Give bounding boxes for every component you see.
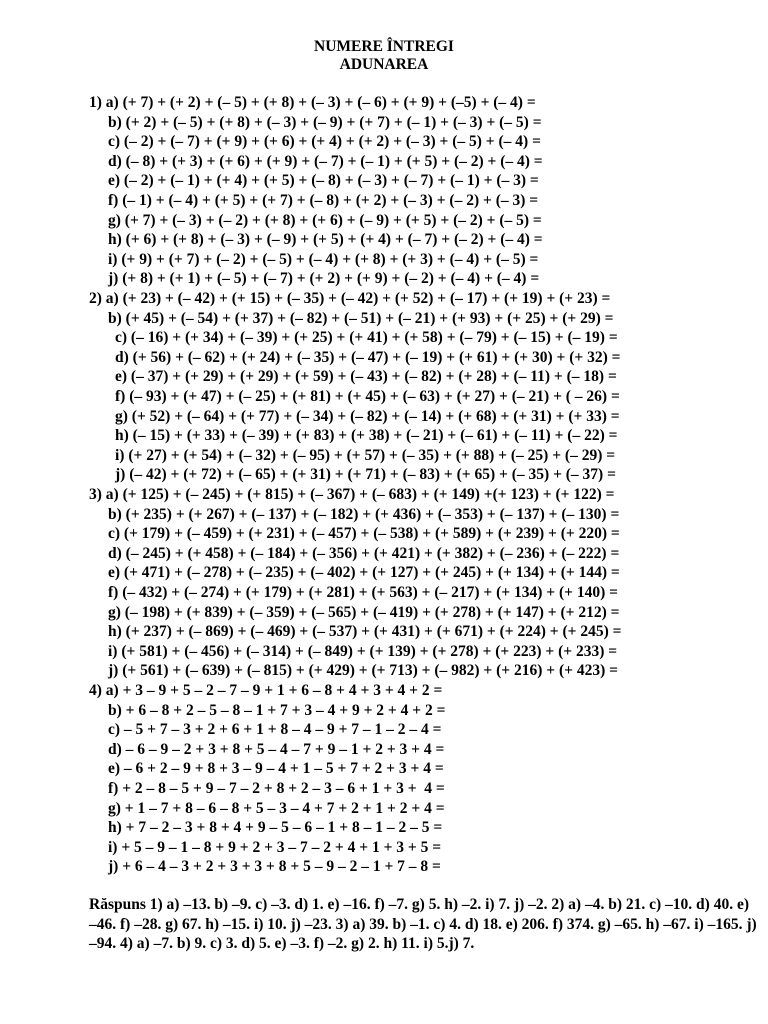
- exercise-2d: d) (+ 56) + (– 62) + (+ 24) + (– 35) + (– 47) + (– 19) + (+ 61) + (+ 30) + (+ 32) =: [115, 348, 621, 366]
- exercise-2g: g) (+ 52) + (– 64) + (+ 77) + (– 34) + (– 82) + (– 14) + (+ 68) + (+ 31) + (+ 33) =: [115, 407, 620, 425]
- answer-key: Răspuns 1) a) –13. b) –9. c) –3. d) 1. e) –16. f) –7. g) 5. h) –2. i) 7. j) –2. 2) a) –4. b) 21. c) –10. d) 40. e) –46. f) –28. g) 67. h) –15. i) 10. j) –23. 3) a) 39. b) –1. c) 4. d) 18. e) 206. f) 374. g) –65. h) –67. i) –165. j) –94. 4) a) –7. b) 9. c) 3. d) 5. e) –3. f) –2. g) 2. h) 11. i) 5.j) 7.: [89, 896, 757, 952]
- exercise-2h: h) (– 15) + (+ 33) + (– 39) + (+ 83) + (+ 38) + (– 21) + (– 61) + (– 11) + (– 22) =: [115, 427, 618, 445]
- exercise-2i: i) (+ 27) + (+ 54) + (– 32) + (– 95) + (+ 57) + (– 35) + (+ 88) + (– 25) + (– 29) =: [115, 446, 616, 464]
- exercise-4j: j) + 6 – 4 – 3 + 2 + 3 + 3 + 8 + 5 – 9 – 2 – 1 + 7 – 8 =: [108, 858, 441, 876]
- exercise-4g: g) + 1 – 7 + 8 – 6 – 8 + 5 – 3 – 4 + 7 + 2 + 1 + 2 + 4 =: [108, 799, 445, 817]
- page-title: NUMERE ÎNTREGI: [314, 38, 454, 55]
- exercise-4c: c) – 5 + 7 – 3 + 2 + 6 + 1 + 8 – 4 – 9 + 7 – 1 – 2 – 4 =: [108, 721, 442, 739]
- exercise-2b: b) (+ 45) + (– 54) + (+ 37) + (– 82) + (– 51) + (– 21) + (+ 93) + (+ 25) + (+ 29) =: [108, 309, 614, 327]
- exercise-1d: d) (– 8) + (+ 3) + (+ 6) + (+ 9) + (– 7) + (– 1) + (+ 5) + (– 2) + (– 4) =: [108, 152, 543, 170]
- exercise-1a: 1) a) (+ 7) + (+ 2) + (– 5) + (+ 8) + (– 3) + (– 6) + (+ 9) + (–5) + (– 4) =: [89, 94, 536, 111]
- exercise-4i: i) + 5 – 9 – 1 – 8 + 9 + 2 + 3 – 7 – 2 + 4 + 1 + 3 + 5 =: [108, 838, 442, 856]
- exercise-1f: f) (– 1) + (– 4) + (+ 5) + (+ 7) + (– 8) + (+ 2) + (– 3) + (– 2) + (– 3) =: [108, 192, 539, 209]
- exercise-1b: b) (+ 2) + (– 5) + (+ 8) + (– 3) + (– 9) + (+ 7) + (– 1) + (– 3) + (– 5) =: [108, 113, 542, 131]
- exercise-2a: 2) a) (+ 23) + (– 42) + (+ 15) + (– 35) + (– 42) + (+ 52) + (– 17) + (+ 19) + (+ 23) =: [89, 290, 611, 307]
- exercise-2e: e) (– 37) + (+ 29) + (+ 29) + (+ 59) + (– 43) + (– 82) + (+ 28) + (– 11) + (– 18) =: [115, 368, 617, 386]
- exercise-3c: c) (+ 179) + (– 459) + (+ 231) + (– 457) + (– 538) + (+ 589) + (+ 239) + (+ 220) =: [108, 525, 620, 543]
- exercise-3f: f) (– 432) + (– 274) + (+ 179) + (+ 281) + (+ 563) + (– 217) + (+ 134) + (+ 140) =: [108, 584, 618, 601]
- exercise-4e: e) – 6 + 2 – 9 + 8 + 3 – 9 – 4 + 1 – 5 + 7 + 2 + 3 + 4 =: [108, 760, 444, 778]
- exercise-2c: c) (– 16) + (+ 34) + (– 39) + (+ 25) + (+ 41) + (+ 58) + (– 79) + (– 15) + (– 19) =: [115, 329, 618, 347]
- exercise-3i: i) (+ 581) + (– 456) + (– 314) + (– 849) + (+ 139) + (+ 278) + (+ 223) + (+ 233) =: [108, 642, 618, 660]
- exercise-2f: f) (– 93) + (+ 47) + (– 25) + (+ 81) + (+ 45) + (– 63) + (+ 27) + (– 21) + ( – 26) =: [115, 388, 620, 405]
- exercise-4d: d) – 6 – 9 – 2 + 3 + 8 + 5 – 4 – 7 + 9 – 1 + 2 + 3 + 4 =: [108, 740, 445, 758]
- page-subtitle: ADUNAREA: [339, 56, 429, 73]
- exercise-3h: h) (+ 237) + (– 869) + (– 469) + (– 537) + (+ 431) + (+ 671) + (+ 224) + (+ 245) =: [108, 623, 622, 641]
- exercise-3g: g) (– 198) + (+ 839) + (– 359) + (– 565) + (– 419) + (+ 278) + (+ 147) + (+ 212) =: [108, 603, 620, 621]
- exercise-4h: h) + 7 – 2 – 3 + 8 + 4 + 9 – 5 – 6 – 1 + 8 – 1 – 2 – 5 =: [108, 819, 443, 837]
- exercise-3a: 3) a) (+ 125) + (– 245) + (+ 815) + (– 367) + (– 683) + (+ 149) +(+ 123) + (+ 122) =: [89, 486, 615, 503]
- exercise-3b: b) (+ 235) + (+ 267) + (– 137) + (– 182) + (+ 436) + (– 353) + (– 137) + (– 130) =: [108, 505, 620, 523]
- exercise-1g: g) (+ 7) + (– 3) + (– 2) + (+ 8) + (+ 6) + (– 9) + (+ 5) + (– 2) + (– 5) =: [108, 211, 542, 229]
- exercise-2j: j) (– 42) + (+ 72) + (– 65) + (+ 31) + (+ 71) + (– 83) + (+ 65) + (– 35) + (– 37) =: [115, 466, 616, 484]
- exercise-4a: 4) a) + 3 – 9 + 5 – 2 – 7 – 9 + 1 + 6 – 8 + 4 + 3 + 4 + 2 =: [89, 682, 443, 699]
- exercise-1c: c) (– 2) + (– 7) + (+ 9) + (+ 6) + (+ 4) + (+ 2) + (– 3) + (– 5) + (– 4) =: [108, 133, 541, 151]
- exercise-1j: j) (+ 8) + (+ 1) + (– 5) + (– 7) + (+ 2) + (+ 9) + (– 2) + (– 4) + (– 4) =: [108, 270, 540, 288]
- exercise-3e: e) (+ 471) + (– 278) + (– 235) + (– 402) + (+ 127) + (+ 245) + (+ 134) + (+ 144) =: [108, 564, 620, 582]
- exercise-3d: d) (– 245) + (+ 458) + (– 184) + (– 356) + (+ 421) + (+ 382) + (– 236) + (– 222) =: [108, 544, 620, 562]
- exercise-1i: i) (+ 9) + (+ 7) + (– 2) + (– 5) + (– 4) + (+ 8) + (+ 3) + (– 4) + (– 5) =: [108, 250, 539, 268]
- exercise-3j: j) (+ 561) + (– 639) + (– 815) + (+ 429) + (+ 713) + (– 982) + (+ 216) + (+ 423) =: [108, 662, 618, 680]
- exercise-4f: f) + 2 – 8 – 5 + 9 – 7 – 2 + 8 + 2 – 3 – 6 + 1 + 3 + 4 =: [108, 780, 445, 797]
- exercise-4b: b) + 6 – 8 + 2 – 5 – 8 – 1 + 7 + 3 – 4 + 9 + 2 + 4 + 2 =: [108, 701, 446, 719]
- exercise-1e: e) (– 2) + (– 1) + (+ 4) + (+ 5) + (– 8) + (– 3) + (– 7) + (– 1) + (– 3) =: [108, 172, 539, 190]
- exercise-1h: h) (+ 6) + (+ 8) + (– 3) + (– 9) + (+ 5) + (+ 4) + (– 7) + (– 2) + (– 4) =: [108, 231, 543, 249]
